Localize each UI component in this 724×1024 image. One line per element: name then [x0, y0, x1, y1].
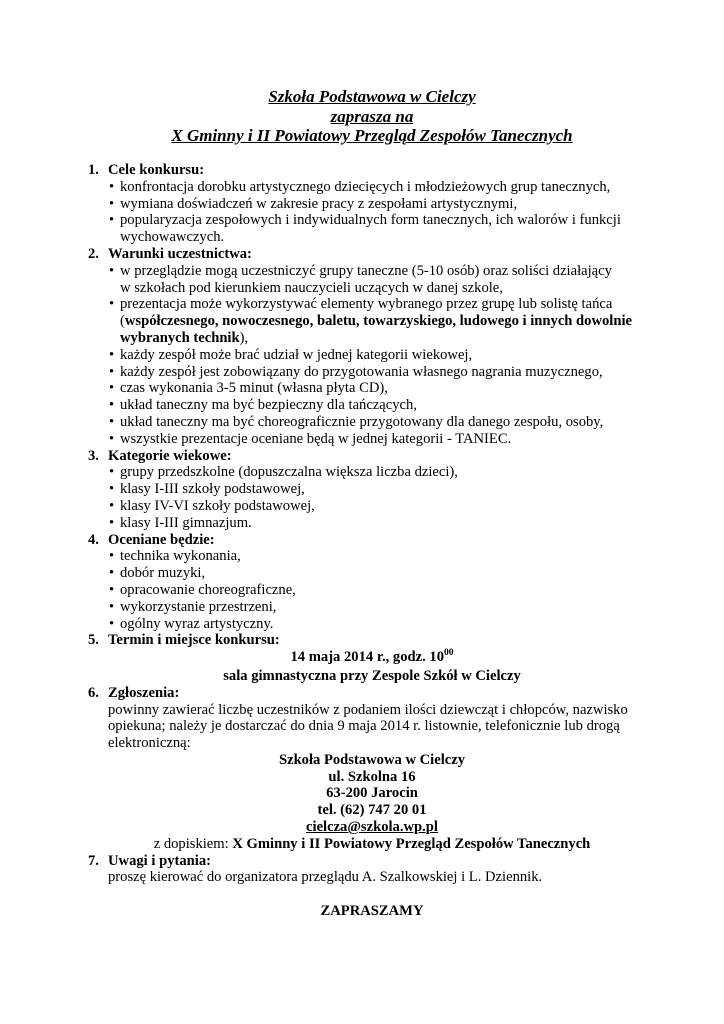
bullet-icon — [109, 616, 114, 633]
note-line — [108, 836, 636, 853]
address-street: ul. Szkolna 16 — [328, 768, 416, 785]
bullet-icon — [109, 498, 114, 515]
document-body — [88, 162, 640, 920]
age-category-item — [108, 498, 640, 515]
note-prefix: z dopiskiem: — [153, 835, 233, 852]
bullet-icon — [109, 212, 114, 229]
section-number: 6. — [88, 684, 99, 701]
section-title: Oceniane będzie: — [108, 531, 215, 548]
list-item-text: w przeglądzie mogą uczestniczyć grupy taneczne (5-10 osób) oraz soliści działający w szkołach pod kierunkiem nauczycieli uczących w danej szkole, — [120, 262, 612, 296]
bullet-icon — [109, 380, 114, 397]
section-heading — [88, 632, 640, 649]
list-item-text: technika wykonania, — [120, 548, 241, 565]
list-item-text: ogólny wyraz artystyczny. — [120, 615, 274, 632]
criterion-item — [108, 548, 640, 565]
address-name: Szkoła Podstawowa w Cielczy — [278, 751, 466, 768]
section-heading — [88, 162, 640, 179]
condition-item — [108, 380, 640, 397]
list-item-text: klasy IV-VI szkoły podstawowej, — [120, 497, 315, 514]
list-item-text-end: ), — [239, 329, 249, 346]
condition-item — [108, 414, 640, 431]
section-heading — [88, 532, 640, 549]
section-criteria — [88, 532, 640, 633]
goal-item — [108, 196, 640, 213]
address-phone: tel. (62) 747 20 01 — [317, 802, 427, 819]
list-item-text: popularyzacja zespołowych i indywidualnych form tanecznych, ich walorów i funkcji wychowawczych. — [120, 212, 621, 246]
list-item-text: wykorzystanie przestrzeni, — [120, 598, 277, 615]
section-number: 1. — [88, 162, 99, 178]
bullet-icon — [109, 515, 114, 532]
age-category-item — [108, 464, 640, 481]
bullet-icon — [109, 481, 114, 498]
list-item-text: wszystkie prezentacje oceniane będą w jednej kategorii - TANIEC. — [120, 430, 512, 447]
condition-item — [108, 431, 640, 448]
bullet-icon — [109, 414, 114, 431]
criterion-item — [108, 616, 640, 633]
section-heading — [88, 246, 640, 263]
age-category-item — [108, 515, 640, 532]
list-item-text: prezentacja może wykorzystywać elementy wybranego przez grupę lub solistę tańca ( — [120, 296, 613, 330]
applications-text: powinny zawierać liczbę uczestników z podaniem ilości dziewcząt i chłopców, nazwisko opiekuna; należy je dostarczać do dnia 9 maja 2014 r. listownie, telefonicznie lub drogą elektroniczną: — [108, 701, 628, 752]
list-item-text: układ taneczny ma być bezpieczny dla tańczących, — [120, 397, 417, 414]
bullet-icon — [109, 464, 114, 481]
list-item-text: klasy I-III szkoły podstawowej, — [120, 481, 305, 498]
dance-styles-text: współczesnego, nowoczesnego, baletu, towarzyskiego, ludowego i innych dowolnie wybranych technik — [120, 313, 633, 346]
event-date-text: 14 maja 2014 r., godz. 10 — [290, 649, 444, 666]
list-item-text: klasy I-III gimnazjum. — [120, 514, 252, 531]
section-number: 7. — [88, 852, 99, 869]
section-heading — [88, 685, 640, 702]
bullet-icon — [109, 296, 114, 313]
section-title: Zgłoszenia: — [108, 684, 180, 701]
list-item-text: dobór muzyki, — [120, 565, 206, 582]
section-number: 4. — [88, 531, 99, 548]
list-item-text: każdy zespół jest zobowiązany do przygotowania własnego nagrania muzycznego, — [120, 363, 603, 380]
address-email-line — [108, 819, 636, 836]
bullet-icon — [109, 364, 114, 381]
criterion-item — [108, 565, 640, 582]
condition-item — [108, 397, 640, 414]
event-place: sala gimnastyczna przy Zespole Szkół w Cielczy — [223, 667, 521, 684]
bullet-icon — [109, 431, 114, 448]
section-questions — [88, 853, 640, 887]
note-event-name: X Gminny i II Powiatowy Przegląd Zespołów Tanecznych — [232, 835, 591, 852]
bullet-icon — [109, 196, 114, 213]
list-item-text: opracowanie choreograficzne, — [120, 581, 296, 598]
event-time-minutes: 00 — [444, 648, 454, 659]
criteria-list — [88, 548, 640, 632]
section-title: Uwagi i pytania: — [108, 852, 211, 869]
bullet-icon — [109, 347, 114, 364]
title-invites: zaprasza na — [330, 106, 414, 126]
bullet-icon — [109, 397, 114, 414]
section-title: Termin i miejsce konkursu: — [108, 632, 280, 649]
age-category-item — [108, 481, 640, 498]
section-number: 2. — [88, 245, 99, 262]
criterion-item — [108, 599, 640, 616]
bullet-icon — [109, 179, 114, 196]
bullet-icon — [109, 599, 114, 616]
conditions-list — [88, 263, 640, 448]
section-title: Warunki uczestnictwa: — [108, 245, 252, 262]
address-city: 63-200 Jarocin — [326, 785, 418, 802]
list-item-text: układ taneczny ma być choreograficznie przygotowany dla danego zespołu, osoby, — [120, 413, 604, 430]
questions-text: proszę kierować do organizatora przeglądu A. Szalkowskiej i L. Dziennik. — [108, 869, 543, 886]
age-categories-list — [88, 464, 640, 531]
section-applications — [88, 685, 640, 853]
section-title: Cele konkursu: — [108, 162, 205, 178]
condition-item — [108, 347, 640, 364]
section-title: Kategorie wiekowe: — [108, 447, 232, 464]
section-number: 5. — [88, 632, 99, 649]
goal-item — [108, 212, 640, 246]
bullet-icon — [109, 548, 114, 565]
condition-item — [108, 364, 640, 381]
goal-item — [108, 179, 640, 196]
bullet-icon — [109, 565, 114, 582]
condition-item — [108, 263, 640, 297]
section-heading — [88, 853, 640, 870]
section-goals — [88, 162, 640, 246]
bullet-icon — [109, 582, 114, 599]
event-date — [108, 649, 636, 668]
email-link[interactable]: cielcza@szkola.wp.pl — [306, 819, 438, 836]
criterion-item — [108, 582, 640, 599]
section-number: 3. — [88, 447, 99, 464]
list-item-text: czas wykonania 3-5 minut (własna płyta CD), — [120, 380, 388, 397]
list-item-text: grupy przedszkolne (dopuszczalna większa liczba dzieci), — [120, 464, 458, 481]
list-item-text: konfrontacja dorobku artystycznego dziecięcych i młodzieżowych grup tanecznych, — [120, 178, 611, 195]
title-event: X Gminny i II Powiatowy Przegląd Zespołów Tanecznych — [171, 126, 573, 145]
bullet-icon — [109, 263, 114, 280]
list-item-text: wymiana doświadczeń w zakresie pracy z zespołami artystycznymi, — [120, 195, 518, 212]
title-block — [108, 87, 636, 146]
section-heading — [88, 448, 640, 465]
title-school: Szkoła Podstawowa w Cielczy — [268, 87, 476, 106]
section-age-categories — [88, 448, 640, 532]
section-date-place — [88, 632, 640, 684]
condition-item — [108, 296, 640, 346]
list-item-text: każdy zespół może brać udział w jednej kategorii wiekowej, — [120, 346, 473, 363]
section-conditions — [88, 246, 640, 448]
goals-list — [88, 179, 640, 246]
closing-invitation: ZAPRASZAMY — [320, 903, 424, 920]
